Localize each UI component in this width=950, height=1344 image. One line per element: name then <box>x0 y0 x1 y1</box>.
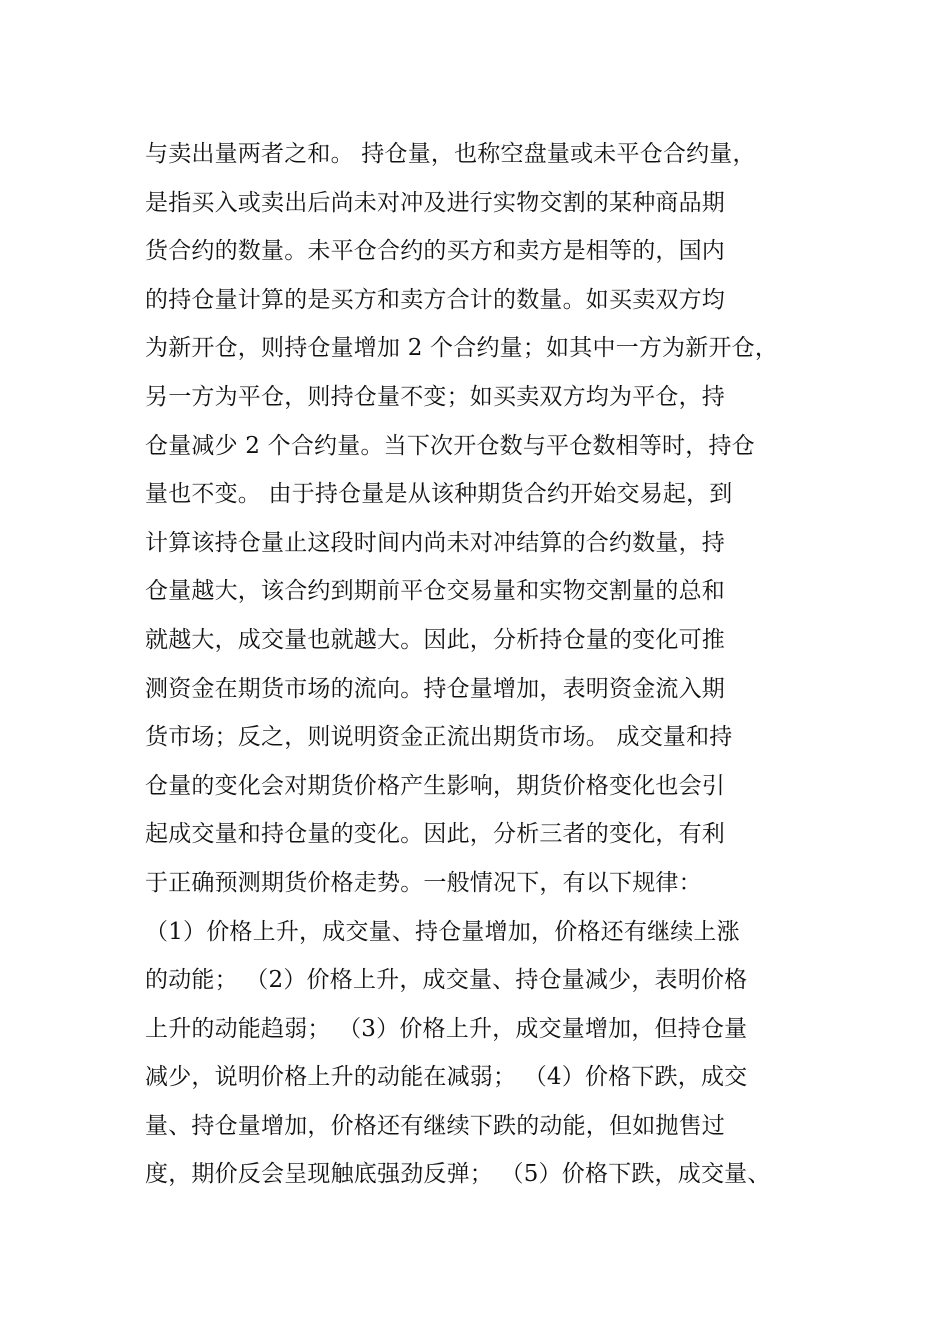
text-line: 为新开仓，则持仓量增加 2 个合约量；如其中一方为新开仓， <box>145 335 779 362</box>
text-line: 仓量的变化会对期货价格产生影响，期货价格变化也会引 <box>145 772 725 799</box>
text-line: （1）价格上升，成交量、持仓量增加，价格还有继续上涨 <box>145 918 740 945</box>
text-line: 的动能； （2）价格上升，成交量、持仓量减少，表明价格 <box>145 967 748 994</box>
text-line: 减少，说明价格上升的动能在减弱； （4）价格下跌，成交 <box>145 1064 748 1091</box>
text-line: 货市场；反之，则说明资金正流出期货市场。 成交量和持 <box>145 724 733 751</box>
text-line: 货合约的数量。未平仓合约的买方和卖方是相等的，国内 <box>145 238 725 265</box>
text-line: 仓量越大，该合约到期前平仓交易量和实物交割量的总和 <box>145 578 725 605</box>
text-line: 仓量减少 2 个合约量。当下次开仓数与平仓数相等时，持仓 <box>145 432 755 459</box>
text-line: 另一方为平仓，则持仓量不变；如买卖双方均为平仓，持 <box>145 383 725 410</box>
text-line: 与卖出量两者之和。 持仓量，也称空盘量或未平仓合约量， <box>145 141 756 167</box>
text-line: 于正确预测期货价格走势。一般情况下，有以下规律： <box>145 869 702 896</box>
text-line: 起成交量和持仓量的变化。因此，分析三者的变化，有利 <box>145 821 725 848</box>
text-line: 量也不变。 由于持仓量是从该种期货合约开始交易起，到 <box>145 481 733 508</box>
text-line: 计算该持仓量止这段时间内尚未对冲结算的合约数量，持 <box>145 529 725 556</box>
text-line: 上升的动能趋弱； （3）价格上升，成交量增加，但持仓量 <box>145 1015 748 1042</box>
text-line: 就越大，成交量也就越大。因此，分析持仓量的变化可推 <box>145 626 725 653</box>
text-line: 测资金在期货市场的流向。持仓量增加，表明资金流入期 <box>145 675 725 702</box>
text-line: 量、持仓量增加，价格还有继续下跌的动能，但如抛售过 <box>145 1112 725 1139</box>
body-text <box>145 130 845 1199</box>
text-line: 的持仓量计算的是买方和卖方合计的数量。如买卖双方均 <box>145 286 725 313</box>
text-line: 度，期价反会呈现触底强劲反弹； （5）价格下跌，成交量、 <box>145 1161 771 1188</box>
text-line: 是指买入或卖出后尚未对冲及进行实物交割的某种商品期 <box>145 189 725 216</box>
